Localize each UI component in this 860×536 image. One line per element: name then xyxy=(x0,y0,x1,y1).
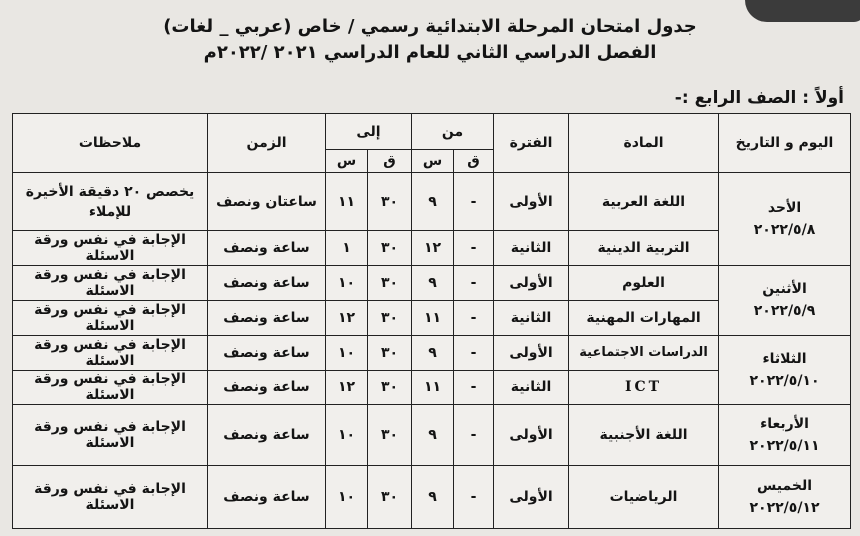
from-q-cell: - xyxy=(454,265,494,300)
to-q-cell: ٣٠ xyxy=(368,231,412,266)
note-cell: الإجابة في نفس ورقة الاسئلة xyxy=(13,335,208,370)
from-q-cell: - xyxy=(454,405,494,465)
to-q-cell: ٣٠ xyxy=(368,465,412,528)
day-name: الأحد xyxy=(767,199,802,216)
table-row xyxy=(13,265,851,300)
title-line-2: الفصل الدراسي الثاني للعام الدراسي ٢٠٢١ /٢٠٢٢م xyxy=(203,42,657,63)
header-notes: ملاحظات xyxy=(13,114,208,173)
day-cell xyxy=(719,265,851,335)
day-cell xyxy=(719,335,851,405)
period-cell: الأولى xyxy=(494,405,569,465)
header-from-q: ق xyxy=(454,150,494,173)
to-q-cell: ٣٠ xyxy=(368,370,412,405)
note-cell: الإجابة في نفس ورقة الاسئلة xyxy=(13,405,208,465)
to-s-cell: ١٢ xyxy=(326,370,368,405)
subject-cell: اللغة العربية xyxy=(569,173,719,231)
note-cell: الإجابة في نفس ورقة الاسئلة xyxy=(13,231,208,266)
to-s-cell: ١ xyxy=(326,231,368,266)
day-date: ٢٠٢٢/٥/٩ xyxy=(753,303,816,320)
period-cell: الأولى xyxy=(494,265,569,300)
to-q-cell: ٣٠ xyxy=(368,335,412,370)
day-name: الثلاثاء xyxy=(762,351,807,368)
period-cell: الثانية xyxy=(494,300,569,335)
note-cell: يخصص ٢٠ دقيقة الأخيرة للإملاء xyxy=(13,173,208,231)
duration-cell: ساعة ونصف xyxy=(208,405,326,465)
header-from-s: س xyxy=(412,150,454,173)
header-to-q: ق xyxy=(368,150,412,173)
from-s-cell: ١١ xyxy=(412,300,454,335)
day-cell xyxy=(719,465,851,528)
day-name: الخميس xyxy=(756,477,813,494)
day-cell xyxy=(719,173,851,266)
duration-cell: ساعة ونصف xyxy=(208,335,326,370)
header-subject: المادة xyxy=(569,114,719,173)
duration-cell: ساعة ونصف xyxy=(208,300,326,335)
header-from: من xyxy=(412,114,494,150)
period-cell: الأولى xyxy=(494,465,569,528)
subject-cell: العلوم xyxy=(569,265,719,300)
from-s-cell: ١١ xyxy=(412,370,454,405)
table-row xyxy=(13,173,851,231)
from-q-cell: - xyxy=(454,465,494,528)
period-cell: الثانية xyxy=(494,370,569,405)
table-row xyxy=(13,465,851,528)
from-q-cell: - xyxy=(454,335,494,370)
note-cell: الإجابة في نفس ورقة الاسئلة xyxy=(13,370,208,405)
from-s-cell: ٩ xyxy=(412,465,454,528)
from-q-cell: - xyxy=(454,173,494,231)
from-s-cell: ٩ xyxy=(412,173,454,231)
period-cell: الأولى xyxy=(494,335,569,370)
to-s-cell: ١٠ xyxy=(326,405,368,465)
day-date: ٢٠٢٢/٥/٨ xyxy=(753,221,816,238)
from-s-cell: ٩ xyxy=(412,335,454,370)
from-q-cell: - xyxy=(454,231,494,266)
day-date: ٢٠٢٢/٥/١٢ xyxy=(749,499,820,516)
subject-cell: التربية الدينية xyxy=(569,231,719,266)
day-date: ٢٠٢٢/٥/١١ xyxy=(749,437,820,454)
title-line-1: جدول امتحان المرحلة الابتدائية رسمي / خاص (عربي _ لغات) xyxy=(163,16,697,37)
duration-cell: ساعة ونصف xyxy=(208,465,326,528)
note-cell: الإجابة في نفس ورقة الاسئلة xyxy=(13,265,208,300)
duration-cell: ساعة ونصف xyxy=(208,370,326,405)
table-row xyxy=(13,405,851,465)
subject-cell xyxy=(569,370,719,405)
document-header xyxy=(0,14,860,66)
note-cell: الإجابة في نفس ورقة الاسئلة xyxy=(13,465,208,528)
from-q-cell: - xyxy=(454,300,494,335)
exam-schedule-table xyxy=(12,113,851,529)
from-s-cell: ٩ xyxy=(412,405,454,465)
subject-cell: اللغة الأجنبية xyxy=(569,405,719,465)
day-date: ٢٠٢٢/٥/١٠ xyxy=(749,373,820,390)
to-q-cell: ٣٠ xyxy=(368,265,412,300)
to-s-cell: ١٠ xyxy=(326,465,368,528)
duration-cell: ساعة ونصف xyxy=(208,231,326,266)
period-cell: الثانية xyxy=(494,231,569,266)
header-to: إلى xyxy=(326,114,412,150)
header-to-s: س xyxy=(326,150,368,173)
to-s-cell: ١٢ xyxy=(326,300,368,335)
duration-cell: ساعة ونصف xyxy=(208,265,326,300)
subject-cell: الدراسات الاجتماعية xyxy=(569,335,719,370)
table-row xyxy=(13,335,851,370)
from-s-cell: ٩ xyxy=(412,265,454,300)
subject-cell: الرياضيات xyxy=(569,465,719,528)
duration-cell: ساعتان ونصف xyxy=(208,173,326,231)
from-q-cell: - xyxy=(454,370,494,405)
day-name: الأثنين xyxy=(762,281,807,298)
header-day-date: اليوم و التاريخ xyxy=(719,114,851,173)
to-q-cell: ٣٠ xyxy=(368,405,412,465)
to-s-cell: ١١ xyxy=(326,173,368,231)
grade-section-label: أولاً : الصف الرابع :- xyxy=(674,88,844,108)
period-cell: الأولى xyxy=(494,173,569,231)
to-s-cell: ١٠ xyxy=(326,335,368,370)
note-cell: الإجابة في نفس ورقة الاسئلة xyxy=(13,300,208,335)
to-q-cell: ٣٠ xyxy=(368,173,412,231)
subject-ict-label: ICT xyxy=(624,379,663,396)
header-period: الفترة xyxy=(494,114,569,173)
header-duration: الزمن xyxy=(208,114,326,173)
to-s-cell: ١٠ xyxy=(326,265,368,300)
day-cell xyxy=(719,405,851,465)
to-q-cell: ٣٠ xyxy=(368,300,412,335)
subject-cell: المهارات المهنية xyxy=(569,300,719,335)
day-name: الأربعاء xyxy=(760,415,809,432)
from-s-cell: ١٢ xyxy=(412,231,454,266)
